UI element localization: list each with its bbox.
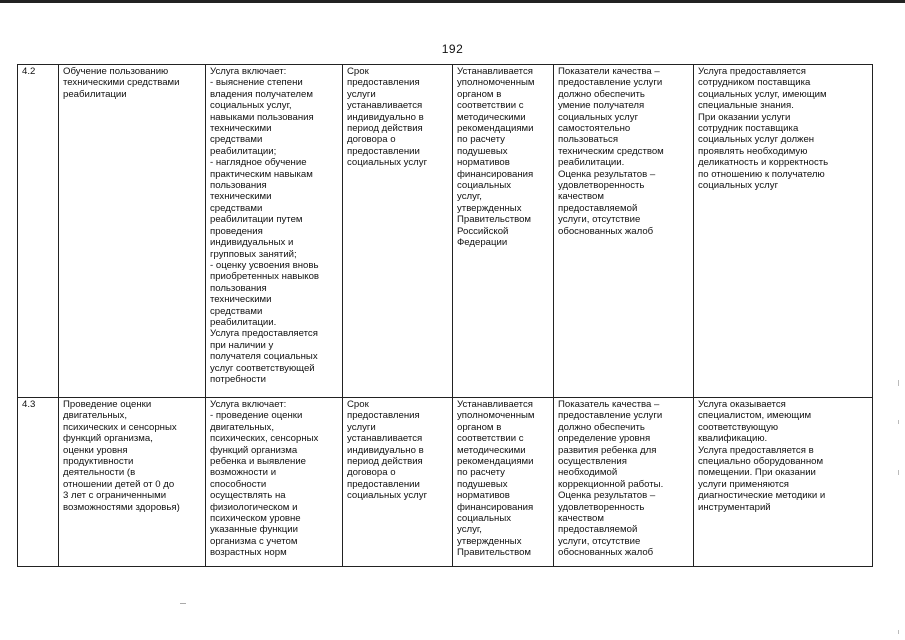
scan-mark bbox=[898, 630, 899, 634]
service-conditions-cell: Услуга оказывается специалистом, имеющим соответствующую квалификацию. Услуга предоставляется в специально оборудованном помещении. При оказании услуги применяются диагностические методики и инструментарий bbox=[694, 398, 873, 567]
service-quality-cell: Показатели качества – предоставление услуги должно обеспечить умение получателя социальных услуг самостоятельно пользоваться техническим средством реабилитации. Оценка результатов – удовлетворенность качеством предоставляемой услуги, отсутствие обоснованных жалоб bbox=[554, 65, 694, 398]
service-term-cell: Срок предоставления услуги устанавливается индивидуально в период действия договора о предоставлении социальных услуг bbox=[343, 398, 453, 567]
service-content-cell: Услуга включает: - выяснение степени владения получателем социальных услуг, навыками пользования техническими средствами реабилитации; - наглядное обучение практическим навыкам пользования техническими средствами реабилитации путем проведения индивидуальных и групповых занятий; - оценку усвоения вновь приобретенных навыков пользования техническими средствами реабилитации. Услуга предоставляется при наличии у получателя социальных услуг соответствующей потребности bbox=[206, 65, 343, 398]
service-content-cell: Услуга включает: - проведение оценки двигательных, психических, сенсорных функций организма ребенка и выявление возможности и способности осуществлять на физиологическом и психическом уровне указанные функции организма с учетом возрастных норм bbox=[206, 398, 343, 567]
service-name-cell: Проведение оценки двигательных, психических и сенсорных функций организма, оценки уровня продуктивности деятельности (в отношении детей от 0 до 3 лет с ограниченными возможностями здоровья) bbox=[59, 398, 206, 567]
scan-mark bbox=[898, 470, 899, 475]
row-number: 4.2 bbox=[18, 65, 59, 398]
service-conditions-cell: Услуга предоставляется сотрудником поставщика социальных услуг, имеющим специальные знания. При оказании услуги сотрудник поставщика социальных услуг должен проявлять необходимую деликатность и корректность по отношению к получателю социальных услуг bbox=[694, 65, 873, 398]
service-quality-cell: Показатель качества – предоставление услуги должно обеспечить определение уровня развития ребенка для осуществления необходимой коррекционной работы. Оценка результатов – удовлетворенность качеством предоставляемой услуги, отсутствие обоснованных жалоб bbox=[554, 398, 694, 567]
services-table bbox=[17, 64, 873, 567]
service-norm-cell: Устанавливается уполномоченным органом в соответствии с методическими рекомендациями по расчету подушевых нормативов финансирования социальных услуг, утвержденных Правительством bbox=[453, 398, 554, 567]
table-row bbox=[18, 65, 873, 398]
row-number: 4.3 bbox=[18, 398, 59, 567]
service-name-cell: Обучение пользованию техническими средствами реабилитации bbox=[59, 65, 206, 398]
scan-mark bbox=[898, 420, 899, 424]
table-row bbox=[18, 398, 873, 567]
service-norm-cell: Устанавливается уполномоченным органом в соответствии с методическими рекомендациями по расчету подушевых нормативов финансирования социальных услуг, утвержденных Правительством Российской Федерации bbox=[453, 65, 554, 398]
page-number: 192 bbox=[441, 42, 464, 56]
top-rule bbox=[0, 0, 905, 3]
service-term-cell: Срок предоставления услуги устанавливается индивидуально в период действия договора о предоставлении социальных услуг bbox=[343, 65, 453, 398]
scan-mark bbox=[180, 603, 186, 604]
scan-mark bbox=[898, 380, 899, 386]
